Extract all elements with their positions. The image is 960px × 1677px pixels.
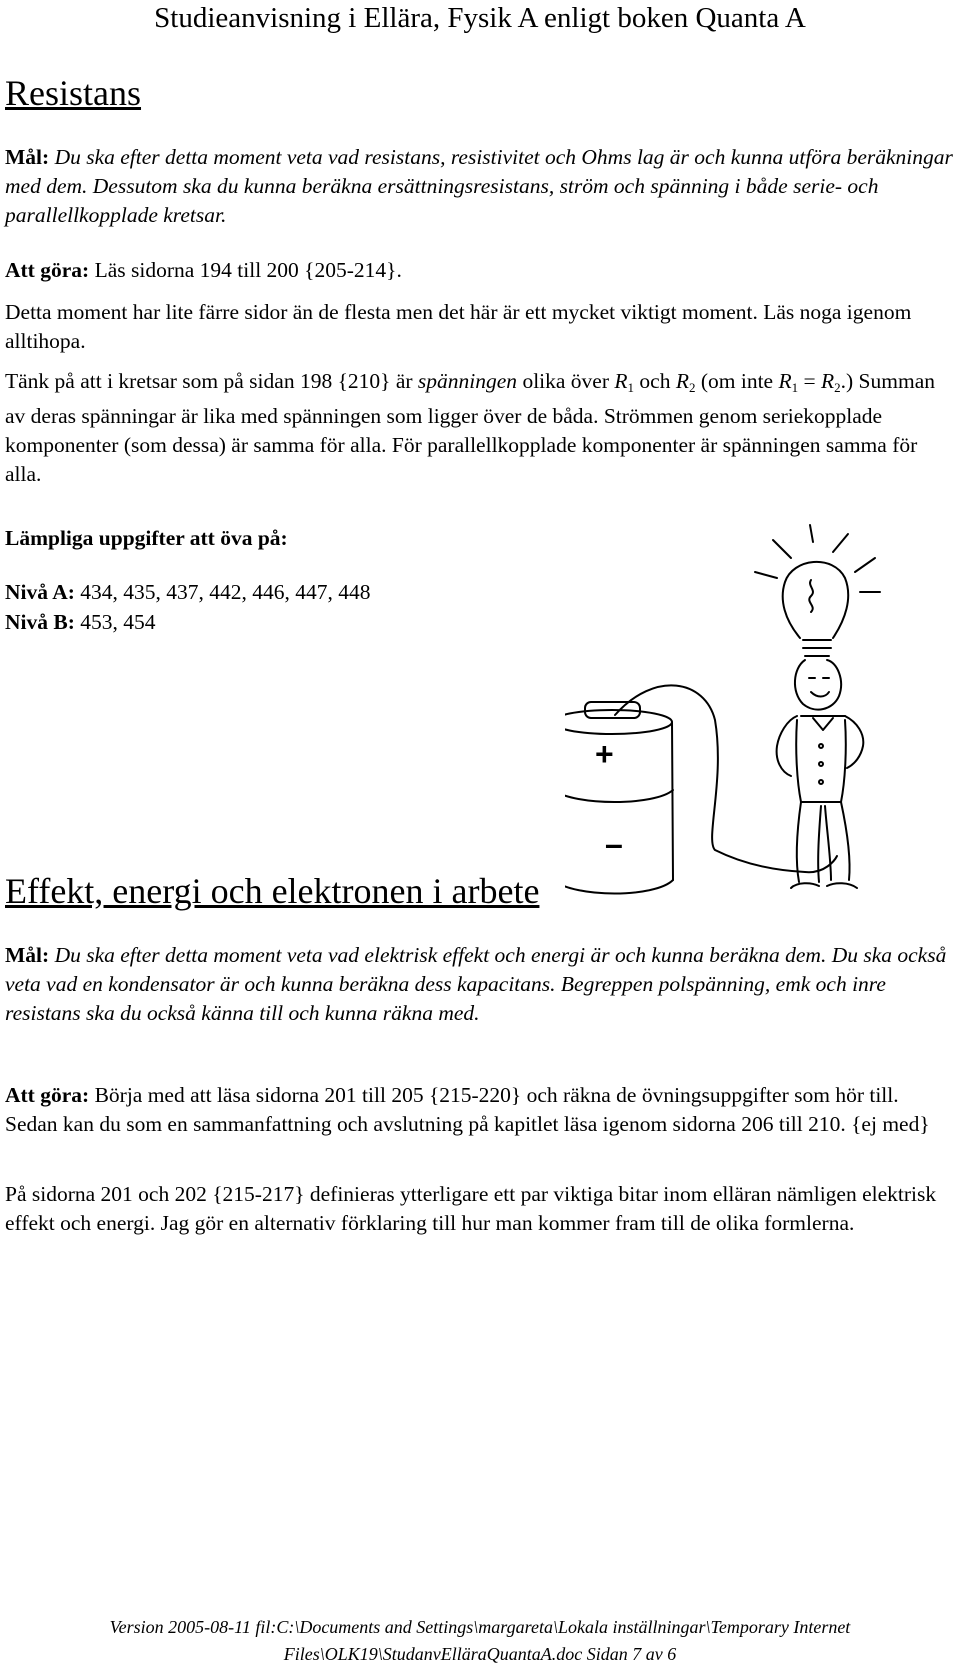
level-a-values: 434, 435, 437, 442, 446, 447, 448 (74, 580, 371, 604)
p2-text-1: Tänk på att i kretsar som på sidan 198 {210} är (5, 369, 418, 393)
todo-label: Att göra: (5, 1083, 90, 1107)
level-a-label: Nivå A: (5, 580, 75, 604)
r-symbol: R (614, 369, 628, 393)
p2-equals: = (798, 369, 821, 393)
goal-label: Mål: (5, 145, 50, 169)
p2-text-3: (om inte (695, 369, 779, 393)
exercises-heading: Lämpliga uppgifter att öva på: (5, 526, 288, 550)
page-header: Studieanvisning i Ellära, Fysik A enligt boken Quanta A (154, 2, 806, 34)
info-paragraph-1: Detta moment har lite färre sidor än de flesta men det här är ett mycket viktigt moment. Läs noga igenom alltihopa. (5, 300, 912, 353)
page-footer (0, 1614, 960, 1668)
goal-label: Mål: (5, 943, 50, 967)
info-paragraph-3: På sidorna 201 och 202 {215-217} definieras ytterligare ett par viktiga bitar inom elläran nämligen elektrisk effekt och energi. Jag gör en alternativ förklaring till hur man kommer fram till de olika formlerna. (5, 1182, 937, 1235)
goal-paragraph-2 (5, 941, 955, 1028)
head-outline (795, 660, 841, 710)
r-subscript: 1 (627, 380, 635, 395)
level-b-values: 453, 454 (74, 610, 156, 634)
light-rays (755, 525, 880, 592)
battery-minus-label: – (605, 826, 623, 862)
section-heading-effekt: Effekt, energi och elektronen i arbete (5, 871, 540, 911)
r-symbol: R (821, 369, 835, 393)
battery-icon (565, 702, 673, 894)
lightbulb-man-battery-illustration (565, 520, 895, 905)
p2-text-2: olika över (517, 369, 615, 393)
section-heading-resistans: Resistans (5, 73, 142, 113)
goal-text: Du ska efter detta moment veta vad elektrisk effekt och energi är och kunna beräkna dem. Du ska också veta vad en kondensator är och kunna beräkna dess kapacitans. Begreppen polspänning, emk och inre resistans ska du också känna till och kunna räkna med. (5, 943, 947, 1025)
r-symbol: R (675, 369, 689, 393)
p2-text-4: .) Summan av deras spänningar är lika med spänningen som ligger över de båda. Strömmen genom seriekopplade komponenter (som dessa) är samma för alla. För parallellkopplade komponenter är spänningen samma för alla. (5, 369, 935, 486)
todo-paragraph-2 (5, 1081, 955, 1139)
figure-body (777, 716, 864, 888)
footer-line-2: Files\OLK19\StudanvElläraQuantaA.doc Sidan 7 av 6 (283, 1644, 677, 1664)
todo-text: Börja med att läsa sidorna 201 till 205 {215-220} och räkna de övningsuppgifter som hör till. Sedan kan du som en sammanfattning och avslutning på kapitlet läsa igenom sidorna 206 till 210. {ej med} (5, 1083, 930, 1136)
goal-text: Du ska efter detta moment veta vad resistans, resistivitet och Ohms lag är och kunna utföra beräkningar med dem. Dessutom ska du kunna beräkna ersättningsresistans, ström och spänning i både serie- och parallellkopplade kretsar. (5, 145, 953, 227)
r-subscript: 2 (688, 380, 696, 395)
todo-text: Läs sidorna 194 till 200 {205-214}. (89, 258, 402, 282)
r-symbol: R (778, 369, 792, 393)
level-b-label: Nivå B: (5, 610, 75, 634)
level-a-line (5, 580, 371, 605)
battery-plus-label: + (595, 736, 614, 772)
smile (811, 692, 829, 697)
footer-line-1: Version 2005-08-11 fil:C:\Documents and Settings\margareta\Lokala inställningar\Temporary Internet (109, 1617, 851, 1637)
p2-och: och (634, 369, 676, 393)
todo-paragraph-1 (5, 256, 955, 285)
goal-paragraph-1 (5, 143, 955, 230)
level-b-line (5, 610, 156, 635)
todo-label: Att göra: (5, 258, 90, 282)
lightbulb-icon (783, 562, 849, 656)
p2-italic: spänningen (417, 369, 518, 393)
r-subscript: 1 (791, 380, 799, 395)
r-subscript: 2 (834, 380, 841, 395)
info-paragraph-2 (5, 367, 955, 489)
